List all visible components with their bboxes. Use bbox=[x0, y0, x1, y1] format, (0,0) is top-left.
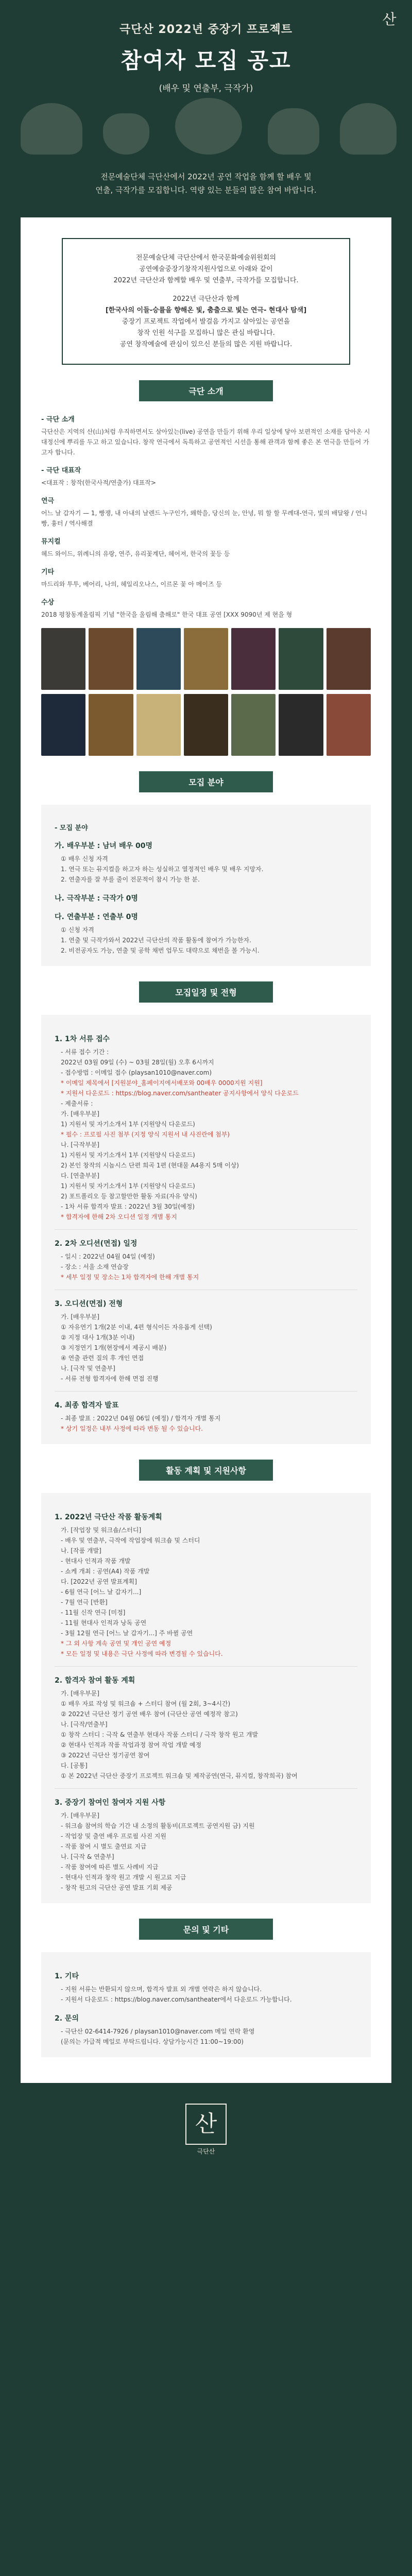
section-title-contact: 문의 및 기타 bbox=[139, 1919, 273, 1940]
section-title-recruit: 모집 분야 bbox=[139, 771, 273, 792]
works-subtitle: <대표작 : 창작(한국사적/연출가) 대표작> bbox=[41, 479, 156, 486]
activity-item: 나. [극작/연출부] bbox=[61, 1721, 108, 1728]
schedule-note: * 합격자에 한해 2차 오디션 일정 개별 통지 bbox=[61, 1213, 177, 1221]
schedule-item: - 서류 접수 기간 : bbox=[61, 1048, 109, 1056]
schedule-item: ① 자유연기 1개(2분 이내, 4편 형식이든 자유롭게 선택) bbox=[61, 1324, 212, 1331]
schedule-item: ④ 연출 관련 질의 후 개인 면접 bbox=[61, 1354, 144, 1362]
activity-2-title: 2. 합격자 참여 활동 계획 bbox=[55, 1676, 135, 1685]
production-poster bbox=[184, 628, 228, 690]
schedule-item: - 서류 전형 합격자에 한해 면접 진행 bbox=[61, 1375, 159, 1382]
genre-list-etc: 마드리와 투투, 베어리, 나의, 헤일리오나스, 이르몬 꽃 아 메이즈 등 bbox=[41, 581, 222, 588]
schedule-item: 나. [극작 및 연출부] bbox=[61, 1365, 115, 1372]
production-poster bbox=[231, 628, 276, 690]
contact-email[interactable]: - 극단산 02-6414-7926 / playsan1010@naver.com 메일 연락 환영 bbox=[61, 2028, 255, 2035]
recruit-director: 다. 연출부분 : 연출부 0명 bbox=[55, 913, 138, 921]
schedule-item: - 장소 : 서울 소재 연습장 bbox=[61, 1263, 129, 1270]
activity-item: - 워크숍 참여의 학습 기간 내 소정의 활동비(프로젝트 공연지원 금) 지원 bbox=[61, 1822, 255, 1829]
production-poster bbox=[279, 694, 323, 756]
genre-label-etc: 기타 bbox=[41, 568, 55, 576]
activity-item: - 창작 원고의 극단산 공연 발표 기회 제공 bbox=[61, 1884, 173, 1891]
step-1-title: 1. 1차 서류 접수 bbox=[55, 1035, 110, 1043]
activity-item: - 작품 참여 시 별도 출연료 지급 bbox=[61, 1843, 147, 1850]
recruit-writer: 나. 극작부분 : 극작가 0명 bbox=[55, 894, 138, 903]
recruit-actor: 가. 배우부분 : 남녀 배우 00명 bbox=[55, 842, 153, 850]
awards-label: 수상 bbox=[41, 599, 55, 606]
awards-text: 2018 평창동계올림픽 기념 "한국을 울림해 춤해로" 한국 대표 공연 [XXX 9090년 제 현을 형 bbox=[41, 611, 293, 618]
activity-note: * 그 외 사항 계속 공연 및 개인 공연 예정 bbox=[61, 1640, 171, 1647]
activity-card bbox=[41, 1493, 371, 1903]
header bbox=[0, 0, 412, 155]
schedule-item: 2022년 03월 09일 (수) ~ 03월 28일(월) 오후 6시까지 bbox=[61, 1059, 214, 1066]
schedule-note: * 이메일 제목에서 [지원분야_홈페이지에서배포와 00배우 0000지원 지원] bbox=[61, 1079, 263, 1087]
step-4-title: 4. 최종 합격자 발표 bbox=[55, 1401, 119, 1410]
intro-band bbox=[0, 155, 412, 217]
contact-link[interactable]: - 지원서 다운로드 : https://blog.naver.com/santheater에서 다운로드 가능합니다. bbox=[61, 1996, 292, 2003]
production-poster bbox=[279, 628, 323, 690]
activity-item: - 작품 참여에 따른 별도 사례비 지급 bbox=[61, 1863, 159, 1871]
schedule-item: 가. [배우부분] bbox=[61, 1313, 99, 1320]
production-poster bbox=[41, 694, 85, 756]
production-poster bbox=[184, 694, 228, 756]
activity-item: - 7월 연극 [반환] bbox=[61, 1599, 108, 1606]
schedule-item: ③ 지정연기 1개(현장에서 제공시 배분) bbox=[61, 1344, 167, 1351]
activity-item: - 현대사 인적과 작품 개발 bbox=[61, 1557, 131, 1565]
production-poster bbox=[231, 694, 276, 756]
activity-item: - 배우 및 연출부, 극작에 작업장에 워크숍 및 스터디 bbox=[61, 1537, 200, 1544]
notice-line: 2022년 극단산과 함께 bbox=[173, 295, 239, 303]
schedule-item: 2) 본인 창작의 시놉시스 단편 희곡 1편 (현대물 A4용지 5매 이상) bbox=[61, 1162, 239, 1169]
activity-item: - 11월 현대사 인적과 낭독 공연 bbox=[61, 1619, 147, 1626]
activity-item: 나. [극작 & 연출부] bbox=[61, 1853, 114, 1860]
contact-item: - 지원 서류는 반환되지 않으며, 합격자 발표 외 개별 연락은 하지 않습니다. bbox=[61, 1986, 262, 1993]
recruit-item: 1. 연극 또는 뮤지컬을 하고자 하는 성실하고 열정적인 배우 및 배우 지망자. bbox=[61, 866, 264, 873]
schedule-item: 가. [배우부분] bbox=[61, 1110, 99, 1117]
recruit-card bbox=[41, 805, 371, 966]
activity-item: 가. [배우부문] bbox=[61, 1812, 99, 1819]
schedule-item: 2) 포트폴리오 등 참고할만한 활동 자료(자유 양식) bbox=[61, 1193, 197, 1200]
company-heading: - 극단 소개 bbox=[41, 416, 75, 423]
page-title: 참여자 모집 공고 bbox=[121, 48, 291, 73]
activity-item: 가. [작업장 및 워크숍/스터디] bbox=[61, 1527, 142, 1534]
footer-logo-glyph: 산 bbox=[195, 2111, 217, 2137]
schedule-item: - 접수방법 : 이메일 접수 (playsan1010@naver.com) bbox=[61, 1069, 212, 1076]
contact-card bbox=[41, 1952, 371, 2057]
intro-line: 연출, 극작가를 모집합니다. 역량 있는 분들의 많은 참여 바랍니다. bbox=[95, 185, 317, 195]
recruit-item: ① 신청 자격 bbox=[61, 926, 94, 934]
production-poster bbox=[89, 694, 133, 756]
section-title-activity: 활동 계획 및 지원사항 bbox=[139, 1460, 273, 1481]
activity-item: - 쇼케 개최 : 공연(A4) 작품 개발 bbox=[61, 1568, 150, 1575]
activity-item: ② 현대사 인적과 작품 작업과정 참여 작업 개발 예정 bbox=[61, 1741, 202, 1749]
schedule-item: 1) 지원서 및 자기소개서 1부 (지원양식 다운로드) bbox=[61, 1182, 195, 1190]
activity-item: ③ 2022년 극단산 정기공연 참여 bbox=[61, 1752, 150, 1759]
recruit-item: 2. 비전공자도 가능, 연출 및 공학 채번 업무도 대략으로 채번을 볼 가능시. bbox=[61, 947, 260, 954]
production-poster bbox=[327, 628, 371, 690]
activity-item: 다. [2022년 공연 발표계획] bbox=[61, 1578, 137, 1585]
page-subtitle: (배우 및 연출부, 극작가) bbox=[159, 83, 253, 94]
notice-line: 창작 인원 석구를 모집하니 많은 관심 바랍니다. bbox=[137, 329, 275, 337]
notice-line: 공연 창작예술에 관심이 있으신 분들의 많은 지원 바랍니다. bbox=[119, 341, 293, 348]
content-panel bbox=[21, 217, 391, 2083]
logo-glyph: 산 bbox=[382, 11, 397, 28]
activity-item: ① 본 2022년 극단산 중장기 프로젝트 워크숍 및 제작공연(연극, 뮤지컬, 창작희곡) 참여 bbox=[61, 1772, 298, 1780]
activity-item: - 현대사 인적과 창작 원고 개발 시 원고료 지급 bbox=[61, 1874, 186, 1881]
section-title-schedule: 모집일정 및 전형 bbox=[139, 981, 273, 1003]
schedule-item: - 제출서류 : bbox=[61, 1100, 93, 1107]
poster-gallery-row-1 bbox=[41, 628, 371, 690]
schedule-item: 1) 지원서 및 자기소개서 1부 (지원양식 다운로드) bbox=[61, 1151, 195, 1159]
genre-label-musical: 뮤지컬 bbox=[41, 538, 61, 546]
schedule-item: - 최종 발표 : 2022년 04월 06일 (예정) / 합격자 개별 통지 bbox=[61, 1415, 221, 1422]
activity-item: ② 2022년 극단산 정기 공연 배우 참여 (극단산 공연 예정작 참고) bbox=[61, 1710, 238, 1718]
activity-item: 나. [작품 개발] bbox=[61, 1547, 101, 1554]
footer-company-name: 극단산 bbox=[197, 2148, 215, 2155]
works-heading: - 극단 대표작 bbox=[41, 467, 81, 474]
production-poster bbox=[136, 628, 181, 690]
step-3-title: 3. 오디션(면접) 전형 bbox=[55, 1300, 123, 1308]
project-kicker: 극단산 2022년 중장기 프로젝트 bbox=[119, 23, 293, 36]
production-poster bbox=[89, 628, 133, 690]
company-description: 극단산은 지역의 산(山)처럼 우직하면서도 살아있는(live) 공연을 만들기 위해 우리 일상에 닿아 보편적인 소재를 담아온 시대정신에 뿌리를 두고 하고 있습니다. 창작 연극에서 독특하고 공연적인 시선을 통해 관객과 함께 좋은 본 연극을 만들어 가고자 합니다. bbox=[41, 428, 370, 456]
recruit-heading: - 모집 분야 bbox=[55, 824, 88, 832]
notice-line: 공연예술중장기창작지원사업으로 아래와 같이 bbox=[139, 265, 273, 273]
activity-item: - 11월 신작 연극 [미정] bbox=[61, 1609, 126, 1616]
schedule-item: 나. [극작부분] bbox=[61, 1141, 99, 1148]
notice-line: 2022년 극단산과 함께할 배우 및 연출부, 극작가를 모집합니다. bbox=[113, 277, 299, 284]
production-poster bbox=[41, 628, 85, 690]
schedule-item: 1) 지원서 및 자기소개서 1부 (지원양식 다운로드) bbox=[61, 1121, 195, 1128]
schedule-note: * 상기 일정은 내부 사정에 따라 변동 될 수 있습니다. bbox=[61, 1425, 203, 1432]
schedule-note: * 세부 일정 및 장소는 1차 합격자에 한해 개별 통지 bbox=[61, 1274, 199, 1281]
activity-item: - 6월 연극 [어느 날 갑자기...] bbox=[61, 1588, 142, 1596]
footer-logo bbox=[185, 2104, 227, 2145]
activity-item: - 3월 12월 연극 [어느 날 갑자기...] 주 바뀔 공연 bbox=[61, 1630, 193, 1637]
activity-3-title: 3. 중장기 참여인 참여자 지원 사항 bbox=[55, 1799, 166, 1807]
recruit-item: ① 배우 신청 자격 bbox=[61, 855, 108, 862]
company-logo bbox=[378, 8, 401, 31]
schedule-note: * 지원서 다운로드 : https://blog.naver.com/santheater 공지사항에서 양식 다운로드 bbox=[61, 1090, 299, 1097]
activity-item: 가. [배우부문] bbox=[61, 1690, 99, 1697]
recruit-item: 1. 연출 및 극작가와서 2022년 극단산의 작품 활동에 참여가 가능한자. bbox=[61, 937, 251, 944]
genre-list-play: 어느 날 갑자기 — 1, 빵쟁, 내 아내의 날렌드 누구인가, 왜학을, 당신의 눈, 안녕, 뭐 할 할 무례대-연극, 빛의 배달왕 / 언니 빵, 흉터 / 역사해결 bbox=[41, 510, 368, 527]
activity-item: ① 배우 자료 작성 및 워크숍 + 스터디 참여 (월 2회, 3~4시간) bbox=[61, 1700, 231, 1707]
genre-list-musical: 헤드 와이드, 위례니의 유랑, 연주, 유리꽃계단, 헤어져, 한국의 꽃등 등 bbox=[41, 550, 230, 557]
company-section bbox=[41, 414, 371, 756]
notice-line: 중장기 프로젝트 작업에서 발걸음 가지고 살아있는 공연을 bbox=[122, 318, 290, 326]
notice-line: [한국사의 이들-승률을 향해온 빛, 춤출으로 빛는 연극- 현대사 탐색] bbox=[105, 307, 307, 314]
schedule-note: * 필수 : 프로필 사진 첨부 (지정 양식 지원서 내 사진란에 첨부) bbox=[61, 1131, 230, 1138]
footer bbox=[0, 2083, 412, 2166]
activity-item: - 작업장 및 출연 배우 프로필 사진 지원 bbox=[61, 1833, 166, 1840]
schedule-item: - 일시 : 2022년 04월 04일 (예정) bbox=[61, 1253, 155, 1260]
genre-label-play: 연극 bbox=[41, 497, 55, 505]
activity-item: ① 창작 스터디 : 극작 & 연출부 현대사 작품 스터디 / 극작 창작 원고 개발 bbox=[61, 1731, 258, 1738]
step-2-title: 2. 2차 오디션(면접) 일정 bbox=[55, 1240, 138, 1248]
activity-1-title: 1. 2022년 극단산 작품 활동계획 bbox=[55, 1513, 162, 1521]
production-poster bbox=[136, 694, 181, 756]
contact-item: (문의는 가급적 메일로 부탁드립니다. 상담가능시간 11:00~19:00) bbox=[61, 2038, 244, 2045]
intro-line: 전문예술단체 극단산에서 2022년 공연 작업을 함께 할 배우 및 bbox=[100, 172, 312, 181]
poster-gallery-row-2 bbox=[41, 694, 371, 756]
notice-box bbox=[62, 238, 350, 365]
activity-note: * 모든 일정 및 내용은 극단 사정에 따라 변경될 수 있습니다. bbox=[61, 1650, 223, 1657]
mask-illustration bbox=[0, 93, 412, 155]
section-title-company: 극단 소개 bbox=[139, 380, 273, 401]
contact-1-title: 1. 기타 bbox=[55, 1972, 79, 1980]
schedule-item: 다. [연출부분] bbox=[61, 1172, 99, 1179]
schedule-item: - 1차 서류 합격자 발표 : 2022년 3월 30일(예정) bbox=[61, 1203, 195, 1210]
contact-2-title: 2. 문의 bbox=[55, 2014, 79, 2023]
schedule-item: ② 지정 대사 1개(3분 이내) bbox=[61, 1334, 135, 1341]
production-poster bbox=[327, 694, 371, 756]
schedule-card bbox=[41, 1015, 371, 1444]
notice-line: 전문예술단체 극단산에서 한국문화예술위원회의 bbox=[136, 254, 276, 262]
recruit-item: 2. 연출자를 잘 부를 줄이 전문적이 참시 가능 한 분. bbox=[61, 876, 200, 883]
activity-item: 다. [공통] bbox=[61, 1762, 88, 1769]
